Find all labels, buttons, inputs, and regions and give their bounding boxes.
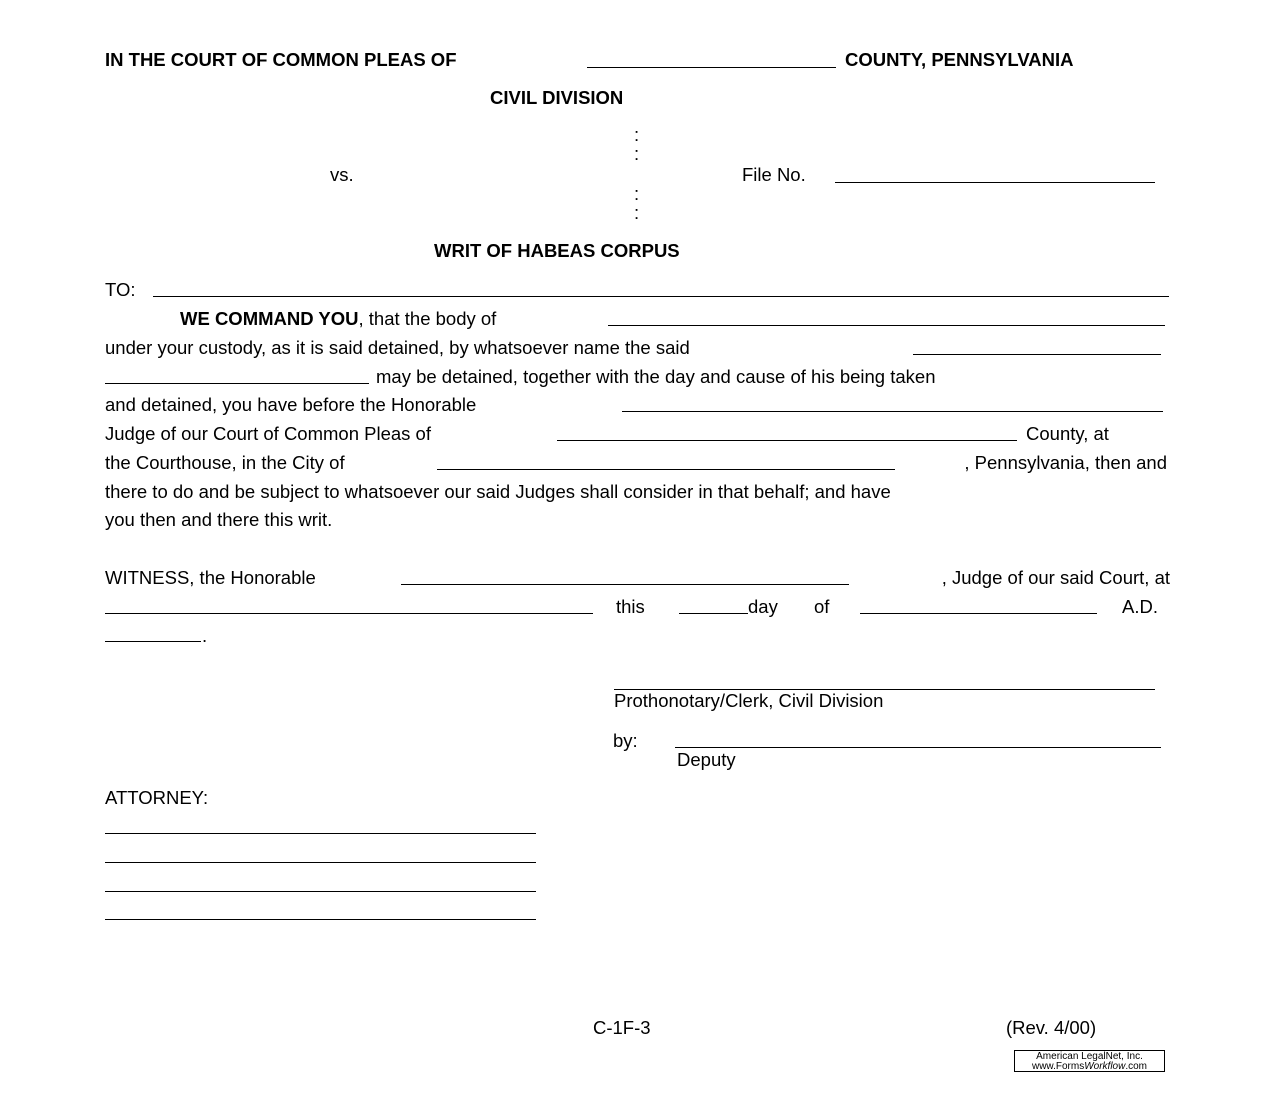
publisher-badge (1014, 1050, 1165, 1072)
caption-colon: : (634, 143, 640, 164)
body-line-8: you then and there this writ. (105, 509, 333, 530)
body-line-3: may be detained, together with the day and cause of his being taken (376, 366, 936, 387)
witness-label: WITNESS, the Honorable (105, 567, 316, 588)
body-line-7: there to do and be subject to whatsoever our said Judges shall consider in that behalf; and have (105, 481, 891, 502)
caption-colon: : (634, 124, 640, 145)
deputy-label: Deputy (677, 749, 736, 770)
body-line-6a: the Courthouse, in the City of (105, 452, 345, 473)
month-blank[interactable] (860, 613, 1097, 614)
witness-place-blank[interactable] (105, 613, 593, 614)
body-line-4: and detained, you have before the Honorable (105, 394, 477, 415)
to-blank[interactable] (153, 296, 1169, 297)
publisher-url: www.FormsWorkflow.com (1031, 1061, 1148, 1072)
body-line-2: under your custody, as it is said detained, by whatsoever name the said (105, 337, 690, 358)
caption-colon: : (634, 183, 640, 204)
division-heading: CIVIL DIVISION (490, 87, 624, 108)
attorney-label: ATTORNEY: (105, 787, 209, 808)
prothonotary-label: Prothonotary/Clerk, Civil Division (614, 690, 884, 711)
to-label: TO: (105, 279, 136, 300)
body-of-blank[interactable] (608, 325, 1165, 326)
file-number-label: File No. (742, 164, 806, 185)
deputy-signature-line[interactable] (675, 747, 1161, 748)
city-blank[interactable] (437, 469, 895, 470)
revision-label: (Rev. 4/00) (1006, 1017, 1097, 1038)
day-label: day (748, 596, 778, 617)
document-title: WRIT OF HABEAS CORPUS (434, 240, 680, 261)
caption-colon: : (634, 202, 640, 223)
county-name-blank[interactable] (557, 440, 1017, 441)
ad-label: A.D. (1122, 596, 1158, 617)
attorney-line[interactable] (105, 891, 536, 892)
form-code: C-1F-3 (593, 1017, 651, 1038)
body-line-5b: County, at (1026, 423, 1109, 444)
honorable-blank[interactable] (622, 411, 1163, 412)
of-label: of (814, 596, 830, 617)
witness-judge-blank[interactable] (401, 584, 849, 585)
year-period: . (202, 625, 208, 646)
body-line-5a: Judge of our Court of Common Pleas of (105, 423, 431, 444)
publisher-name: American LegalNet, Inc. (1036, 1051, 1143, 1062)
court-heading-suffix: COUNTY, PENNSYLVANIA (845, 49, 1074, 70)
county-blank[interactable] (587, 67, 836, 68)
attorney-line[interactable] (105, 919, 536, 920)
year-blank[interactable] (105, 641, 201, 642)
versus-label: vs. (330, 164, 354, 185)
witness-text: , Judge of our said Court, at (941, 567, 1170, 588)
attorney-line[interactable] (105, 862, 536, 863)
attorney-line[interactable] (105, 833, 536, 834)
detained-name-blank-2[interactable] (105, 383, 369, 384)
file-number-blank[interactable] (835, 182, 1155, 183)
command-bold-text: WE COMMAND YOU (180, 308, 359, 329)
by-label: by: (613, 730, 638, 751)
this-label: this (616, 596, 645, 617)
body-line-6b: , Pennsylvania, then and (964, 452, 1167, 473)
court-heading-prefix: IN THE COURT OF COMMON PLEAS OF (105, 49, 457, 70)
detained-name-blank[interactable] (913, 354, 1161, 355)
day-blank[interactable] (679, 613, 748, 614)
command-line (180, 310, 496, 329)
command-text: , that the body of (358, 308, 497, 329)
